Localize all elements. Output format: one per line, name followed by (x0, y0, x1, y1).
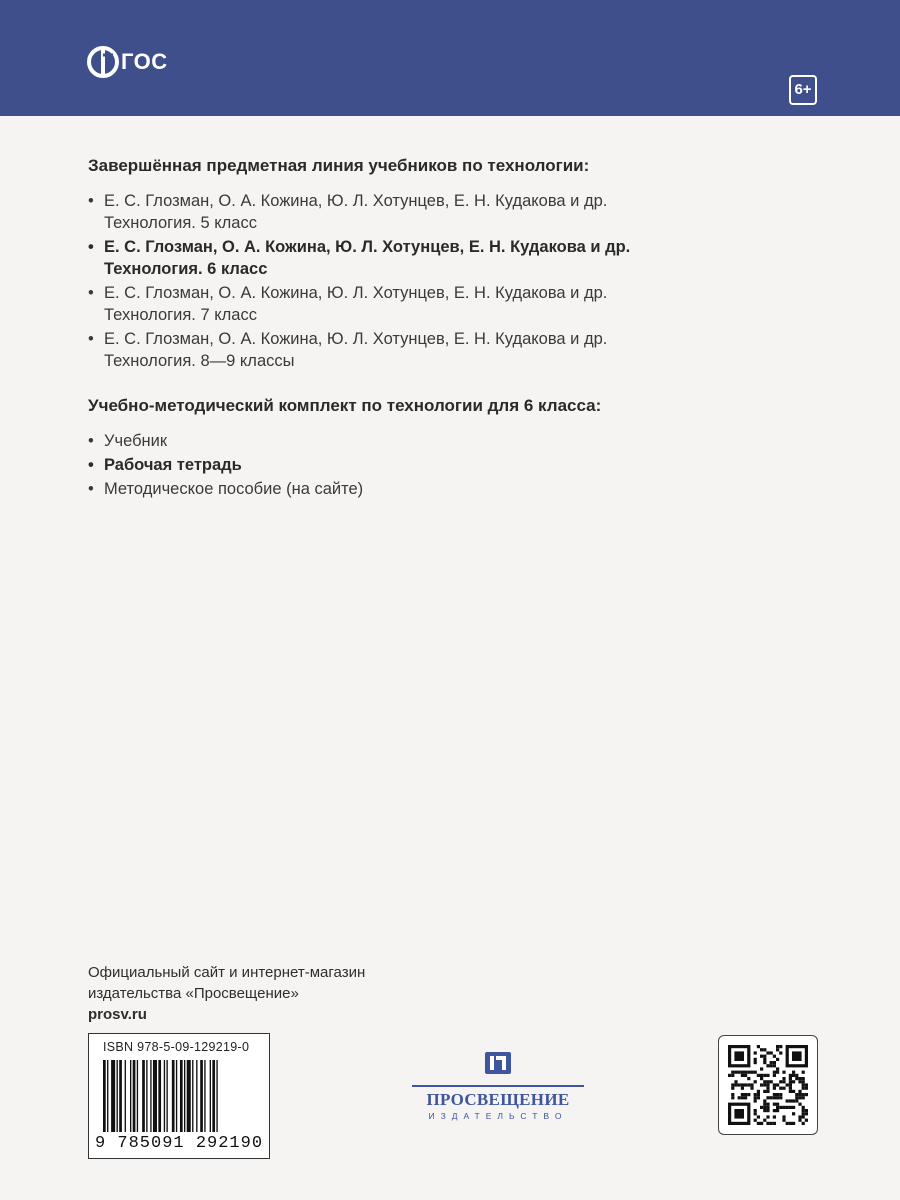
kit-item-current: • Рабочая тетрадь (88, 454, 828, 476)
series-item-title: Технология. 7 класс (104, 306, 257, 324)
series-item-authors: Е. С. Глозман, О. А. Кожина, Ю. Л. Хотунцев, Е. Н. Кудакова и др. (104, 284, 608, 302)
series-list (88, 190, 828, 372)
fgos-emblem-icon (86, 45, 120, 79)
age-rating-badge: 6+ (789, 75, 817, 105)
isbn-label: ISBN 978-5-09-129219-0 (103, 1040, 250, 1054)
barcode-bars-icon (103, 1060, 255, 1132)
publisher-name: ПРОСВЕЩЕНИЕ (412, 1085, 584, 1110)
header-band (0, 0, 900, 116)
series-item-authors: Е. С. Глозман, О. А. Кожина, Ю. Л. Хотунцев, Е. Н. Кудакова и др. (104, 192, 608, 210)
series-item-authors: Е. С. Глозман, О. А. Кожина, Ю. Л. Хотунцев, Е. Н. Кудакова и др. (104, 330, 608, 348)
footer-site-link[interactable]: prosv.ru (88, 1006, 147, 1023)
qr-code-icon (728, 1045, 808, 1125)
footer-info (88, 962, 365, 1025)
series-item-title: Технология. 6 класс (104, 260, 268, 278)
publisher-subtitle: ИЗДАТЕЛЬСТВО (428, 1111, 568, 1121)
series-item (88, 282, 828, 326)
ean-number: 9 785091 292190 (95, 1134, 264, 1153)
main-content (88, 156, 828, 502)
publisher-logo (412, 1050, 584, 1121)
kit-section (88, 396, 828, 500)
kit-item: • Учебник (88, 430, 828, 452)
isbn-barcode (88, 1033, 270, 1159)
publisher-emblem-icon (483, 1050, 513, 1076)
footer-line-2: издательства «Просвещение» (88, 985, 299, 1002)
kit-item: • Методическое пособие (на сайте) (88, 478, 828, 500)
series-item (88, 190, 828, 234)
kit-list (88, 430, 828, 500)
series-title: Завершённая предметная линия учебников по технологии: (88, 156, 590, 175)
series-item-current (88, 236, 828, 280)
series-item-title: Технология. 5 класс (104, 214, 257, 232)
qr-code[interactable] (718, 1035, 818, 1135)
series-item-authors: Е. С. Глозман, О. А. Кожина, Ю. Л. Хотунцев, Е. Н. Кудакова и др. (104, 238, 631, 256)
series-item (88, 328, 828, 372)
fgos-text: ГОС (121, 49, 168, 74)
fgos-logo (86, 45, 168, 79)
kit-title: Учебно-методический комплект по технологии для 6 класса: (88, 396, 602, 415)
series-item-title: Технология. 8—9 классы (104, 352, 295, 370)
footer-line-1: Официальный сайт и интернет-магазин (88, 964, 366, 981)
